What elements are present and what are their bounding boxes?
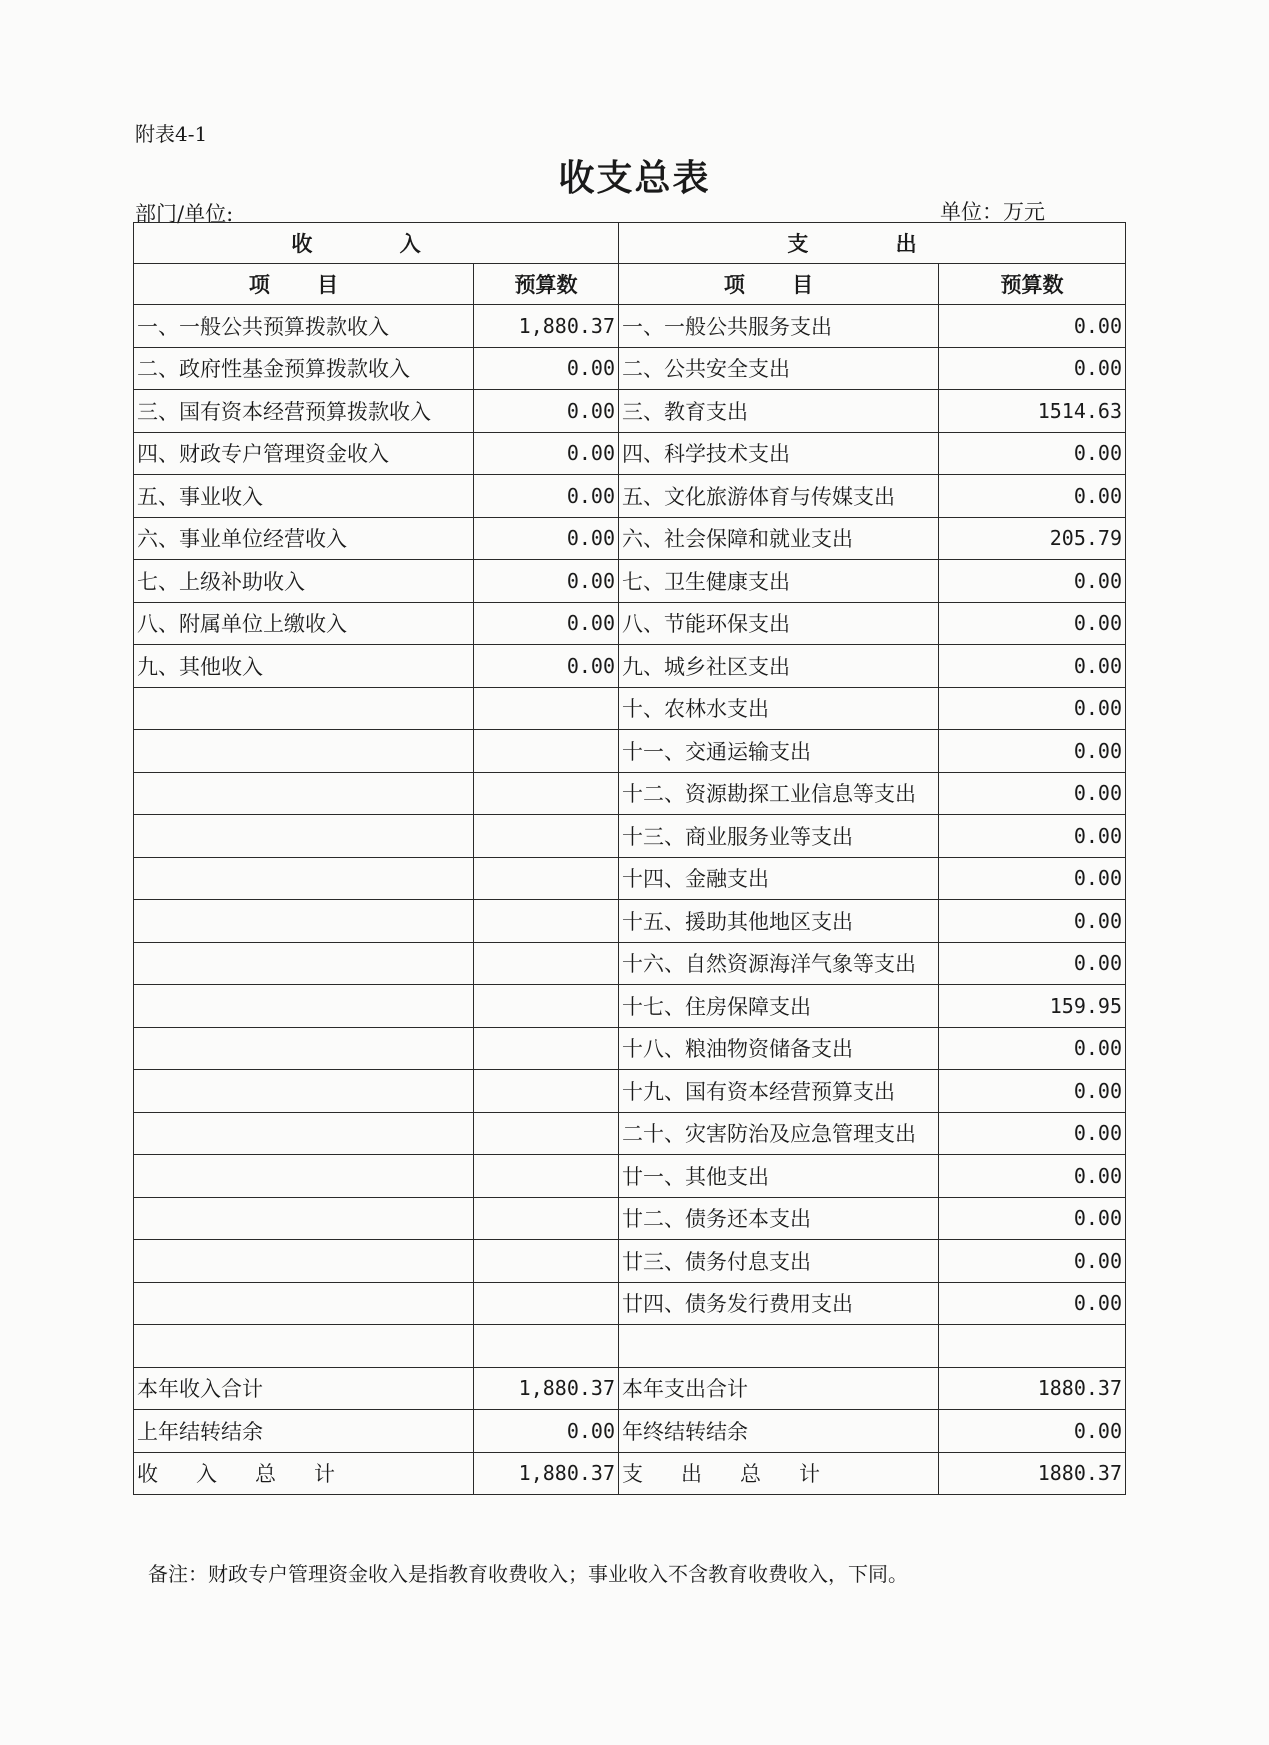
expense-item-cell: 十二、资源勘探工业信息等支出 [619,772,939,815]
table-row [134,645,1126,688]
income-value-cell: 0.00 [474,560,619,603]
expense-value-cell: 0.00 [939,730,1126,773]
expense-value-cell: 0.00 [939,432,1126,475]
income-item-cell [134,985,474,1028]
expense-item-cell: 一、一般公共服务支出 [619,305,939,348]
table-row [134,815,1126,858]
income-value-cell: 1,880.37 [474,1452,619,1495]
section-header-row [134,223,1126,264]
income-value-cell [474,1027,619,1070]
expense-value-cell: 0.00 [939,1070,1126,1113]
expense-item-cell: 四、科学技术支出 [619,432,939,475]
income-item-cell [134,772,474,815]
expense-value-cell: 159.95 [939,985,1126,1028]
income-item-cell: 六、事业单位经营收入 [134,517,474,560]
income-item-cell [134,1070,474,1113]
income-item-cell [134,1325,474,1368]
table-row [134,1410,1126,1453]
income-value-cell [474,815,619,858]
table-row [134,1452,1126,1495]
expense-item-cell: 三、教育支出 [619,390,939,433]
column-header-row [134,264,1126,305]
income-value-cell: 0.00 [474,432,619,475]
income-item-cell: 七、上级补助收入 [134,560,474,603]
table-row [134,432,1126,475]
expense-item-cell: 支出总计 [619,1452,939,1495]
income-value-cell: 0.00 [474,390,619,433]
income-value-cell: 0.00 [474,347,619,390]
income-item-cell [134,942,474,985]
expense-item-cell: 廿四、债务发行费用支出 [619,1282,939,1325]
table-row [134,1367,1126,1410]
income-value-cell: 0.00 [474,517,619,560]
unit-label: 单位：万元 [940,200,1045,224]
expense-item-cell: 廿三、债务付息支出 [619,1240,939,1283]
table-row [134,730,1126,773]
income-item-cell [134,687,474,730]
expense-value-cell: 205.79 [939,517,1126,560]
income-item-cell: 一、一般公共预算拨款收入 [134,305,474,348]
expense-item-cell: 五、文化旅游体育与传媒支出 [619,475,939,518]
expense-value-cell: 0.00 [939,1410,1126,1453]
income-value-cell: 1,880.37 [474,1367,619,1410]
table-row [134,1155,1126,1198]
table-row [134,1325,1126,1368]
table-row [134,857,1126,900]
table-row [134,1240,1126,1283]
table-row [134,687,1126,730]
table-row [134,390,1126,433]
expense-item-cell: 十五、援助其他地区支出 [619,900,939,943]
income-value-cell [474,730,619,773]
income-value-cell [474,1112,619,1155]
expense-item-cell: 八、节能环保支出 [619,602,939,645]
income-item-cell [134,1240,474,1283]
expense-item-cell: 十三、商业服务业等支出 [619,815,939,858]
expense-value-cell: 1880.37 [939,1367,1126,1410]
department-label: 部门/单位: [135,202,234,226]
table-row [134,347,1126,390]
expense-value-cell: 0.00 [939,1240,1126,1283]
income-value-cell [474,1240,619,1283]
income-value-cell: 0.00 [474,645,619,688]
table-row [134,1112,1126,1155]
expense-value-cell: 0.00 [939,857,1126,900]
attachment-label: 附表4-1 [135,122,208,146]
income-item-cell [134,900,474,943]
expense-item-cell: 十七、住房保障支出 [619,985,939,1028]
expense-value-cell: 0.00 [939,1155,1126,1198]
expense-item-cell: 九、城乡社区支出 [619,645,939,688]
expense-value-cell: 1880.37 [939,1452,1126,1495]
expense-value-cell: 0.00 [939,815,1126,858]
income-value-cell [474,687,619,730]
income-value-cell [474,900,619,943]
income-item-cell [134,730,474,773]
income-item-cell [134,857,474,900]
table-row [134,560,1126,603]
income-item-cell: 上年结转结余 [134,1410,474,1453]
expense-value-cell: 0.00 [939,942,1126,985]
expense-item-column-header: 项 目 [619,264,939,305]
budget-table [133,222,1126,1495]
income-value-cell: 0.00 [474,475,619,518]
expense-value-cell: 0.00 [939,347,1126,390]
income-value-cell [474,1282,619,1325]
expense-item-cell [619,1325,939,1368]
expense-budget-column-header: 预算数 [939,264,1126,305]
income-value-cell: 1,880.37 [474,305,619,348]
income-item-cell: 本年收入合计 [134,1367,474,1410]
table-row [134,1197,1126,1240]
expense-item-cell: 二十、灾害防治及应急管理支出 [619,1112,939,1155]
income-item-cell [134,1112,474,1155]
expense-value-cell: 0.00 [939,687,1126,730]
table-row [134,305,1126,348]
table-row [134,985,1126,1028]
income-value-cell [474,1070,619,1113]
income-value-cell: 0.00 [474,602,619,645]
expense-item-cell: 廿二、债务还本支出 [619,1197,939,1240]
income-item-cell [134,1027,474,1070]
expense-value-cell: 0.00 [939,1027,1126,1070]
expense-item-cell: 年终结转结余 [619,1410,939,1453]
table-row [134,1070,1126,1113]
income-value-cell [474,1155,619,1198]
expense-value-cell: 0.00 [939,1282,1126,1325]
expense-value-cell: 0.00 [939,900,1126,943]
income-item-column-header: 项 目 [134,264,474,305]
income-value-cell [474,857,619,900]
income-item-cell: 二、政府性基金预算拨款收入 [134,347,474,390]
budget-table-body [134,223,1126,1495]
table-row [134,1282,1126,1325]
expense-value-cell: 0.00 [939,772,1126,815]
expense-item-cell: 十六、自然资源海洋气象等支出 [619,942,939,985]
expense-value-cell: 0.00 [939,645,1126,688]
income-item-cell: 九、其他收入 [134,645,474,688]
table-row [134,900,1126,943]
expense-item-cell: 十八、粮油物资储备支出 [619,1027,939,1070]
expense-item-cell: 本年支出合计 [619,1367,939,1410]
expense-value-cell: 0.00 [939,1112,1126,1155]
table-row [134,602,1126,645]
table-row [134,475,1126,518]
income-header: 收 入 [134,223,619,264]
expense-item-cell: 二、公共安全支出 [619,347,939,390]
expense-value-cell: 1514.63 [939,390,1126,433]
income-value-cell [474,942,619,985]
expense-value-cell: 0.00 [939,602,1126,645]
income-item-cell [134,815,474,858]
income-value-cell [474,1325,619,1368]
expense-item-cell: 十一、交通运输支出 [619,730,939,773]
expense-item-cell: 十九、国有资本经营预算支出 [619,1070,939,1113]
table-row [134,517,1126,560]
table-row [134,942,1126,985]
expense-value-cell: 0.00 [939,1197,1126,1240]
income-item-cell: 三、国有资本经营预算拨款收入 [134,390,474,433]
expense-header: 支 出 [619,223,1126,264]
footnote: 备注：财政专户管理资金收入是指教育收费收入；事业收入不含教育收费收入，下同。 [148,1562,908,1586]
expense-item-cell: 十四、金融支出 [619,857,939,900]
income-value-cell [474,985,619,1028]
income-item-cell [134,1155,474,1198]
expense-value-cell: 0.00 [939,560,1126,603]
income-value-cell: 0.00 [474,1410,619,1453]
expense-item-cell: 十、农林水支出 [619,687,939,730]
income-value-cell [474,772,619,815]
income-value-cell [474,1197,619,1240]
expense-item-cell: 七、卫生健康支出 [619,560,939,603]
income-item-cell [134,1197,474,1240]
expense-value-cell: 0.00 [939,475,1126,518]
page-title: 收支总表 [558,157,711,199]
income-item-cell: 收入总计 [134,1452,474,1495]
expense-item-cell: 六、社会保障和就业支出 [619,517,939,560]
table-row [134,772,1126,815]
income-item-cell: 五、事业收入 [134,475,474,518]
table-row [134,1027,1126,1070]
expense-value-cell: 0.00 [939,305,1126,348]
income-item-cell: 四、财政专户管理资金收入 [134,432,474,475]
expense-value-cell [939,1325,1126,1368]
income-budget-column-header: 预算数 [474,264,619,305]
income-item-cell: 八、附属单位上缴收入 [134,602,474,645]
expense-item-cell: 廿一、其他支出 [619,1155,939,1198]
income-item-cell [134,1282,474,1325]
